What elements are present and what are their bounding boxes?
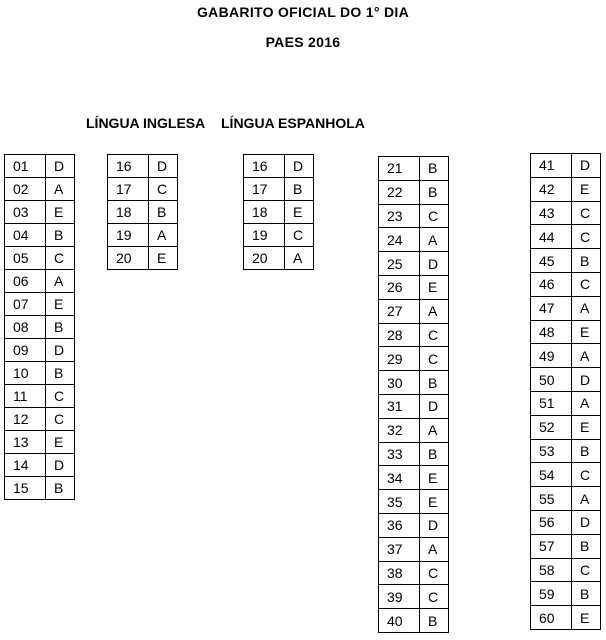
table-row [531, 558, 601, 582]
question-number: 40 [379, 609, 420, 633]
page-subtitle: PAES 2016 [265, 34, 341, 50]
question-number: 18 [244, 201, 285, 224]
table-row [531, 391, 601, 415]
answer-letter: B [572, 582, 601, 606]
question-number: 46 [531, 272, 572, 296]
answer-letter: B [420, 180, 449, 204]
table-row [379, 561, 449, 585]
answer-letter: C [572, 201, 601, 225]
answer-letter: C [420, 561, 449, 585]
question-number: 60 [531, 606, 572, 630]
question-number: 28 [379, 323, 420, 347]
answer-letter: A [46, 178, 75, 201]
question-number: 06 [5, 270, 46, 293]
question-number: 52 [531, 415, 572, 439]
answer-letter: B [46, 224, 75, 247]
question-number: 27 [379, 299, 420, 323]
question-number: 36 [379, 513, 420, 537]
answer-letter: B [420, 609, 449, 633]
table-row [379, 609, 449, 633]
table-row [5, 293, 75, 316]
question-number: 15 [5, 477, 46, 500]
answer-letter: A [46, 270, 75, 293]
answer-letter: B [420, 371, 449, 395]
answer-letter: A [285, 247, 314, 270]
table-row [379, 157, 449, 181]
answer-letter: C [572, 225, 601, 249]
table-row [379, 299, 449, 323]
answer-letter: D [420, 394, 449, 418]
answer-letter: D [46, 339, 75, 362]
table-row [531, 272, 601, 296]
question-number: 57 [531, 534, 572, 558]
question-number: 14 [5, 454, 46, 477]
table-row [531, 439, 601, 463]
table-row [108, 247, 178, 270]
table-row [531, 225, 601, 249]
answer-letter: B [149, 201, 178, 224]
answer-letter: D [572, 154, 601, 178]
section-label-espanhol: LÍNGUA ESPANHOLA [221, 115, 365, 131]
question-number: 50 [531, 368, 572, 392]
table-row [244, 247, 314, 270]
question-number: 37 [379, 537, 420, 561]
table-row [531, 415, 601, 439]
answer-letter: B [572, 249, 601, 273]
answer-letter: E [572, 415, 601, 439]
answer-letter: B [46, 362, 75, 385]
answer-letter: A [420, 418, 449, 442]
table-row [5, 316, 75, 339]
answer-letter: E [46, 201, 75, 224]
table-row [379, 252, 449, 276]
table-row [531, 177, 601, 201]
question-number: 05 [5, 247, 46, 270]
table-row [379, 371, 449, 395]
question-number: 04 [5, 224, 46, 247]
question-number: 53 [531, 439, 572, 463]
table-row [379, 418, 449, 442]
answer-letter: C [285, 224, 314, 247]
answer-letter: D [572, 510, 601, 534]
question-number: 09 [5, 339, 46, 362]
question-number: 59 [531, 582, 572, 606]
table-row [531, 487, 601, 511]
question-number: 48 [531, 320, 572, 344]
table-row [531, 201, 601, 225]
question-number: 45 [531, 249, 572, 273]
answer-letter: A [572, 344, 601, 368]
table-row [379, 490, 449, 514]
question-number: 22 [379, 180, 420, 204]
table-row [531, 534, 601, 558]
table-row [379, 228, 449, 252]
question-number: 56 [531, 510, 572, 534]
answer-letter: C [420, 204, 449, 228]
question-number: 34 [379, 466, 420, 490]
table-row [5, 431, 75, 454]
table-row [531, 320, 601, 344]
table-row [5, 477, 75, 500]
answer-letter: E [572, 606, 601, 630]
answer-table-21-40 [378, 156, 449, 633]
question-number: 30 [379, 371, 420, 395]
answer-letter: C [420, 347, 449, 371]
table-row [108, 178, 178, 201]
question-number: 12 [5, 408, 46, 431]
question-number: 11 [5, 385, 46, 408]
answer-letter: D [420, 252, 449, 276]
question-number: 44 [531, 225, 572, 249]
table-row [379, 537, 449, 561]
table-row [379, 275, 449, 299]
answer-letter: C [46, 385, 75, 408]
answer-letter: C [46, 247, 75, 270]
table-row [531, 296, 601, 320]
answer-letter: A [149, 224, 178, 247]
answer-table-ingles [107, 154, 178, 270]
table-row [5, 224, 75, 247]
answer-letter: A [420, 299, 449, 323]
answer-letter: D [572, 368, 601, 392]
answer-letter: E [46, 431, 75, 454]
answer-letter: C [149, 178, 178, 201]
table-row [5, 454, 75, 477]
table-row [108, 155, 178, 178]
answer-letter: A [572, 391, 601, 415]
answer-letter: E [572, 320, 601, 344]
table-row [379, 394, 449, 418]
table-row [244, 201, 314, 224]
question-number: 54 [531, 463, 572, 487]
answer-letter: E [420, 466, 449, 490]
table-row [379, 466, 449, 490]
answer-letter: A [420, 537, 449, 561]
question-number: 21 [379, 157, 420, 181]
table-row [379, 180, 449, 204]
question-number: 24 [379, 228, 420, 252]
table-row [5, 362, 75, 385]
answer-letter: B [572, 534, 601, 558]
answer-letter: E [420, 275, 449, 299]
table-row [5, 408, 75, 431]
answer-letter: E [572, 177, 601, 201]
question-number: 55 [531, 487, 572, 511]
question-number: 58 [531, 558, 572, 582]
answer-letter: C [572, 272, 601, 296]
question-number: 07 [5, 293, 46, 316]
question-number: 17 [108, 178, 149, 201]
table-row [379, 513, 449, 537]
question-number: 16 [108, 155, 149, 178]
table-row [5, 270, 75, 293]
answer-letter: E [285, 201, 314, 224]
table-row [531, 249, 601, 273]
answer-table-espanhol [243, 154, 314, 270]
question-number: 43 [531, 201, 572, 225]
answer-letter: B [572, 439, 601, 463]
page-title: GABARITO OFICIAL DO 1° DIA [196, 4, 409, 20]
question-number: 08 [5, 316, 46, 339]
answer-letter: A [572, 487, 601, 511]
answer-letter: E [149, 247, 178, 270]
table-row [531, 463, 601, 487]
question-number: 16 [244, 155, 285, 178]
question-number: 13 [5, 431, 46, 454]
question-number: 03 [5, 201, 46, 224]
question-number: 42 [531, 177, 572, 201]
question-number: 41 [531, 154, 572, 178]
answer-table-41-60 [530, 153, 601, 630]
question-number: 25 [379, 252, 420, 276]
answer-letter: C [572, 463, 601, 487]
table-row [5, 385, 75, 408]
question-number: 47 [531, 296, 572, 320]
question-number: 19 [244, 224, 285, 247]
table-row [379, 442, 449, 466]
answer-letter: B [285, 178, 314, 201]
table-row [108, 224, 178, 247]
answer-letter: B [420, 157, 449, 181]
table-row [108, 201, 178, 224]
answer-letter: D [420, 513, 449, 537]
answer-letter: E [46, 293, 75, 316]
table-row [379, 204, 449, 228]
question-number: 32 [379, 418, 420, 442]
question-number: 49 [531, 344, 572, 368]
answer-letter: C [420, 323, 449, 347]
question-number: 35 [379, 490, 420, 514]
question-number: 33 [379, 442, 420, 466]
section-label-ingles: LÍNGUA INGLESA [86, 115, 206, 131]
table-row [5, 339, 75, 362]
question-number: 19 [108, 224, 149, 247]
question-number: 39 [379, 585, 420, 609]
table-row [5, 201, 75, 224]
table-row [5, 247, 75, 270]
answer-table-01-15 [4, 154, 75, 500]
table-row [531, 368, 601, 392]
table-row [244, 178, 314, 201]
answer-letter: D [149, 155, 178, 178]
question-number: 29 [379, 347, 420, 371]
table-row [5, 178, 75, 201]
table-row [379, 347, 449, 371]
table-row [531, 582, 601, 606]
table-row [379, 323, 449, 347]
table-row [531, 606, 601, 630]
table-row [531, 154, 601, 178]
answer-letter: D [46, 454, 75, 477]
table-row [531, 510, 601, 534]
answer-letter: B [46, 316, 75, 339]
question-number: 18 [108, 201, 149, 224]
table-row [5, 155, 75, 178]
answer-letter: C [420, 585, 449, 609]
answer-letter: E [420, 490, 449, 514]
answer-letter: C [572, 558, 601, 582]
question-number: 38 [379, 561, 420, 585]
question-number: 20 [108, 247, 149, 270]
question-number: 20 [244, 247, 285, 270]
table-row [531, 344, 601, 368]
table-row [244, 155, 314, 178]
answer-letter: D [46, 155, 75, 178]
answer-letter: A [420, 228, 449, 252]
table-row [244, 224, 314, 247]
answer-letter: B [46, 477, 75, 500]
question-number: 01 [5, 155, 46, 178]
answer-letter: A [572, 296, 601, 320]
question-number: 31 [379, 394, 420, 418]
answer-letter: D [285, 155, 314, 178]
question-number: 26 [379, 275, 420, 299]
question-number: 02 [5, 178, 46, 201]
question-number: 17 [244, 178, 285, 201]
table-row [379, 585, 449, 609]
question-number: 10 [5, 362, 46, 385]
answer-letter: B [420, 442, 449, 466]
question-number: 51 [531, 391, 572, 415]
question-number: 23 [379, 204, 420, 228]
answer-letter: C [46, 408, 75, 431]
